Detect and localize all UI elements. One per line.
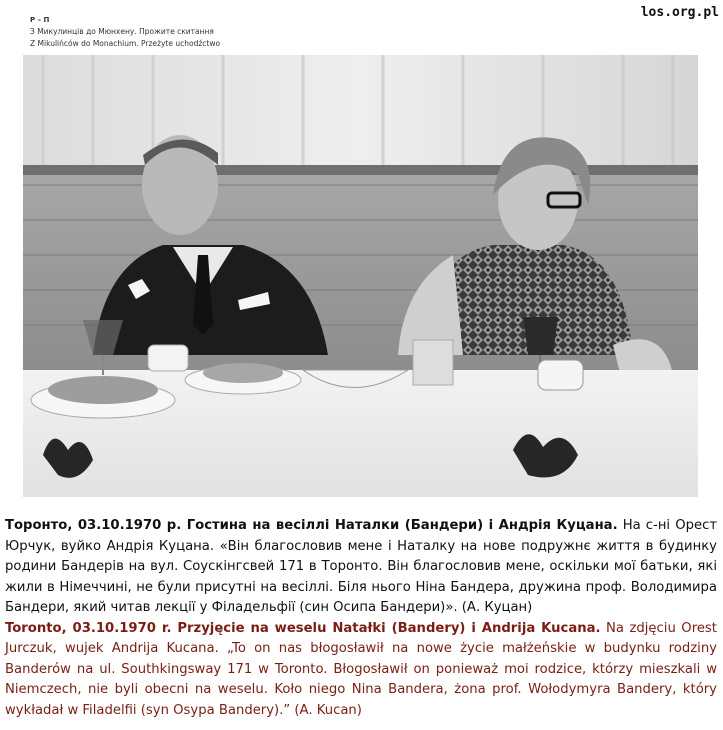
header-title-pl: Z Mikulińców do Monachium. Przeżyte uchodźctwo (30, 39, 221, 48)
curtain-backdrop (23, 55, 698, 165)
caption-ukrainian-body: На с-ні Орест Юрчук, вуйко Андрія Куцана. «Він благословив мене і Наталку на нове подружнє життя в будинку родини Бандерів на вул. Соускінгсвей 171 в Торонто. Він благословив мене, оскільки мої батьки, які жили в Німеччині, не були присутні на весіллі. Біля нього Ніна Бандера, дружина проф. Володимира Бандери, який читав лекції у Філадельфії (син Осипа Бандери)». (А. Куцан) (5, 518, 717, 615)
site-label: los.org.pl (640, 5, 719, 20)
caption-ukrainian (5, 516, 717, 619)
caption-block (5, 516, 717, 721)
header-block (30, 14, 220, 50)
archival-photo (23, 55, 698, 497)
caption-polish (5, 619, 717, 722)
caption-ukrainian-lead: Торонто, 03.10.1970 р. Гостина на весіллі Наталки (Бандери) і Андрія Куцана. (5, 518, 618, 533)
caption-polish-body: Na zdjęciu Orest Jurczuk, wujek Andrija Kucana. „To on nas błogosławił na nowe życie małżeńskie w budynku rodziny Banderów na ul. Southkingsway 171 w Toronto. Błogosławił on ponieważ moi rodzice, którzy mieszkali w Niemczech, nie byli obecni na weselu. Koło niego Nina Bandera, żona prof. Wołodymyra Bandery, który wykładał w Filadelfii (syn Osypa Bandery).” (A. Kucan) (5, 620, 717, 718)
header-code: Р – П (30, 16, 50, 24)
caption-polish-lead: Toronto, 03.10.1970 r. Przyjęcie na weselu Natałki (Bandery) i Andrija Kucana. (5, 620, 601, 636)
header-title-ua: З Микулинців до Мюнхену. Прожите скитання (30, 27, 214, 36)
